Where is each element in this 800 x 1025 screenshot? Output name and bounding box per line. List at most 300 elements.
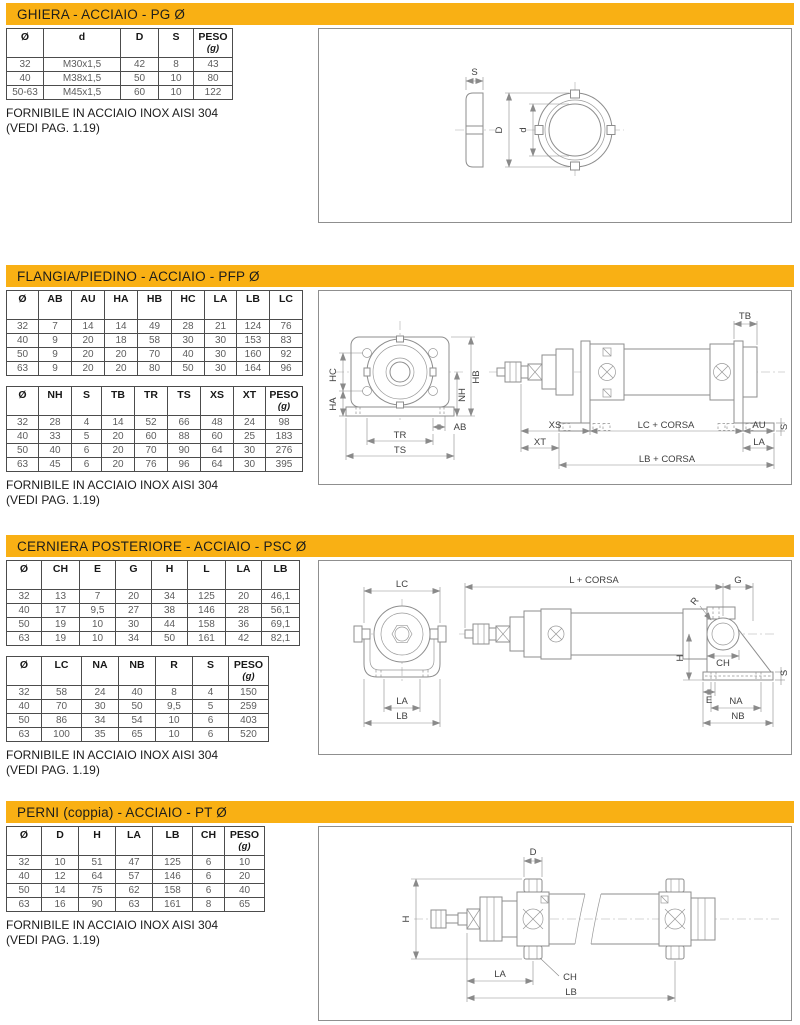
dim-label-s: S (471, 67, 478, 78)
dim-label-la: LA (494, 969, 506, 980)
dim-label-ch: CH (716, 658, 730, 669)
material-note (6, 918, 316, 948)
table-cell: 42 (226, 632, 262, 646)
table-cell: 60 (135, 430, 168, 444)
dim-label-ab: AB (453, 422, 467, 433)
technical-drawing-box (318, 290, 792, 485)
dim-label-lc-corsa: LC + CORSA (637, 420, 695, 431)
dim-label-lc: LC (395, 579, 409, 590)
table-row (7, 86, 233, 100)
spec-table (6, 290, 303, 376)
table-cell: 92 (270, 348, 303, 362)
material-note-line2: (VEDI PAG. 1.19) (6, 763, 100, 777)
table-cell: 158 (153, 884, 193, 898)
table-cell: 80 (138, 362, 172, 376)
material-note-line1: FORNIBILE IN ACCIAIO INOX AISI 304 (6, 918, 219, 932)
table-cell: 9,5 (80, 604, 116, 618)
unit-note: (g) (277, 401, 291, 412)
table-row (7, 700, 269, 714)
table-cell: 70 (42, 700, 82, 714)
table-cell: 100 (42, 728, 82, 742)
table-cell: 32 (7, 686, 42, 700)
table-cell: M38x1,5 (44, 72, 121, 86)
table-cell: 60 (201, 430, 234, 444)
table-cell: 30 (205, 348, 237, 362)
material-note (6, 478, 316, 508)
dim-label-h: H (401, 915, 412, 923)
table-cell: 58 (138, 334, 172, 348)
column-header: Ø (7, 827, 42, 856)
table-cell: 20 (72, 334, 105, 348)
column-header: R (156, 657, 193, 686)
section-flangia-piedino (0, 265, 800, 533)
table-cell: 6 (193, 728, 229, 742)
table-cell: 125 (188, 590, 226, 604)
unit-note: (g) (238, 841, 251, 852)
table-row (7, 58, 233, 72)
dim-label-lb-corsa: LB + CORSA (638, 454, 696, 465)
column-header: CH (193, 827, 225, 856)
dim-label-d: D (529, 847, 537, 858)
table-cell: 12 (42, 870, 79, 884)
table-cell: 20 (116, 590, 152, 604)
table-cell: 6 (193, 870, 225, 884)
table-cell: 146 (153, 870, 193, 884)
table-cell: 28 (39, 416, 72, 430)
table-cell: 40 (119, 686, 156, 700)
column-header: Ø (7, 387, 39, 416)
table-cell: 50 (7, 444, 39, 458)
column-header: HC (172, 291, 205, 320)
table-cell: 40 (7, 870, 42, 884)
table-row (7, 632, 300, 646)
table-cell: 40 (7, 72, 44, 86)
table-row (7, 618, 300, 632)
table-cell: 80 (194, 72, 233, 86)
flangia-drawing (319, 291, 791, 484)
table-cell: 183 (266, 430, 303, 444)
table-cell: 40 (7, 334, 39, 348)
section-left-column (6, 28, 316, 136)
table-cell: 10 (225, 856, 265, 870)
dim-label-l-corsa: L + CORSA (569, 575, 619, 586)
unit-note: (g) (242, 671, 255, 682)
table-cell: 63 (7, 458, 39, 472)
table-row (7, 458, 303, 472)
table-cell: 27 (116, 604, 152, 618)
dim-label-xs: XS (548, 420, 562, 431)
technical-drawing-box (318, 560, 792, 755)
table-cell: 58 (42, 686, 82, 700)
table-cell: 124 (237, 320, 270, 334)
ghiera-drawing (319, 29, 791, 222)
table-cell: 50 (119, 700, 156, 714)
table-cell: 54 (119, 714, 156, 728)
table-row (7, 348, 303, 362)
table-row (7, 334, 303, 348)
table-cell: 70 (138, 348, 172, 362)
dim-label-na: NA (729, 696, 743, 707)
table-row (7, 320, 303, 334)
clevis-front-view (354, 599, 446, 683)
table-cell: 19 (42, 632, 80, 646)
section-left-column (6, 826, 316, 948)
table-cell: 64 (201, 444, 234, 458)
ring-nut-front-view (526, 82, 624, 178)
table-cell: 8 (193, 898, 225, 912)
spec-table (6, 560, 300, 646)
table-row (7, 856, 265, 870)
table-cell: 33 (39, 430, 72, 444)
table-cell: 14 (105, 320, 138, 334)
table-cell: 9 (39, 348, 72, 362)
table-cell: 32 (7, 320, 39, 334)
column-header: S (193, 657, 229, 686)
dim-label-la: LA (753, 437, 765, 448)
table-cell: 38 (152, 604, 188, 618)
table-cell: 10 (159, 72, 194, 86)
table-cell: 50 (7, 348, 39, 362)
table-row (7, 72, 233, 86)
column-header: LC (270, 291, 303, 320)
dim-label-e: E (705, 695, 713, 706)
table-cell: 50-63 (7, 86, 44, 100)
table-row (7, 870, 265, 884)
table-cell: 90 (168, 444, 201, 458)
column-header: D (42, 827, 79, 856)
table-cell: 32 (7, 590, 42, 604)
table-cell: 5 (193, 700, 229, 714)
table-cell: 9 (39, 362, 72, 376)
table-cell: 30 (234, 444, 266, 458)
table-cell: 34 (152, 590, 188, 604)
column-header: NH (39, 387, 72, 416)
table-cell: 50 (121, 72, 159, 86)
cylinder-trunnion-side-view (414, 879, 779, 959)
table-cell: 40 (7, 700, 42, 714)
table-cell: 44 (152, 618, 188, 632)
table-cell: 6 (193, 884, 225, 898)
column-header: Ø (7, 657, 42, 686)
table-cell: 10 (42, 856, 79, 870)
table-cell: 86 (42, 714, 82, 728)
table-cell: 65 (225, 898, 265, 912)
table-cell: 30 (82, 700, 119, 714)
column-header: S (159, 29, 194, 58)
dim-label-xt: XT (533, 437, 547, 448)
table-cell: 83 (270, 334, 303, 348)
table-cell: 40 (225, 884, 265, 898)
material-note-line1: FORNIBILE IN ACCIAIO INOX AISI 304 (6, 748, 219, 762)
table-cell: 403 (229, 714, 269, 728)
table-cell: 63 (7, 728, 42, 742)
table-cell: 10 (156, 728, 193, 742)
table-cell: 5 (72, 430, 102, 444)
table-cell: 63 (7, 362, 39, 376)
material-note-line1: FORNIBILE IN ACCIAIO INOX AISI 304 (6, 106, 219, 120)
column-header: d (44, 29, 121, 58)
table-cell: 42 (121, 58, 159, 72)
table-cell: 153 (237, 334, 270, 348)
column-header: AB (39, 291, 72, 320)
column-header: TB (102, 387, 135, 416)
column-header: H (152, 561, 188, 590)
table-row (7, 884, 265, 898)
table-cell: 30 (205, 334, 237, 348)
cylinder-side-view (489, 341, 785, 431)
table-cell: 9 (39, 334, 72, 348)
spec-table (6, 28, 233, 100)
table-cell: 40 (39, 444, 72, 458)
table-cell: 8 (156, 686, 193, 700)
ring-nut-side-view (455, 93, 495, 167)
table-row (7, 604, 300, 618)
table-cell: 20 (105, 362, 138, 376)
dim-label-la: LA (396, 696, 408, 707)
dim-label-ha: HA (328, 397, 339, 411)
table-cell: 20 (225, 870, 265, 884)
column-header: AU (72, 291, 105, 320)
table-cell: 34 (116, 632, 152, 646)
table-cell: 16 (42, 898, 79, 912)
column-header: XS (201, 387, 234, 416)
table-cell: 35 (82, 728, 119, 742)
table-cell: 25 (234, 430, 266, 444)
table-cell: 51 (79, 856, 116, 870)
table-cell: 17 (42, 604, 80, 618)
table-cell: 20 (72, 362, 105, 376)
table-cell: 259 (229, 700, 269, 714)
column-header: H (79, 827, 116, 856)
column-header: PESO (g) (229, 657, 269, 686)
dim-label-hc: HC (328, 368, 339, 382)
column-header: G (116, 561, 152, 590)
table-cell: 63 (116, 898, 153, 912)
column-header: Ø (7, 29, 44, 58)
dim-label-g: G (734, 575, 742, 586)
column-header: HA (105, 291, 138, 320)
table-cell: 24 (234, 416, 266, 430)
spec-table (6, 656, 269, 742)
table-cell: 32 (7, 58, 44, 72)
table-cell: 6 (72, 444, 102, 458)
table-cell: 46,1 (262, 590, 300, 604)
column-header: TR (135, 387, 168, 416)
table-cell: 48 (201, 416, 234, 430)
table-cell: 20 (102, 430, 135, 444)
table-cell: 520 (229, 728, 269, 742)
table-cell: 88 (168, 430, 201, 444)
column-header: HB (138, 291, 172, 320)
section-title-bar (6, 801, 794, 823)
table-row (7, 728, 269, 742)
perni-drawing (319, 827, 791, 1020)
technical-drawing-box (318, 28, 792, 223)
table-cell: 18 (105, 334, 138, 348)
table-cell: 30 (116, 618, 152, 632)
section-title: CERNIERA POSTERIORE - ACCIAIO - PSC Ø (17, 538, 307, 554)
table-cell: 82,1 (262, 632, 300, 646)
table-cell: 70 (135, 444, 168, 458)
table-cell: 32 (7, 416, 39, 430)
column-header: LB (237, 291, 270, 320)
table-cell: 161 (188, 632, 226, 646)
table-cell: 125 (153, 856, 193, 870)
table-cell: 56,1 (262, 604, 300, 618)
flange-front-view (335, 321, 465, 423)
table-cell: 164 (237, 362, 270, 376)
table-cell: 69,1 (262, 618, 300, 632)
table-cell: 98 (266, 416, 303, 430)
table-cell: 50 (7, 714, 42, 728)
dim-label-h: H (675, 654, 686, 662)
table-cell: 49 (138, 320, 172, 334)
table-cell: 10 (80, 618, 116, 632)
table-cell: 65 (119, 728, 156, 742)
table-cell: 4 (72, 416, 102, 430)
table-cell: 4 (193, 686, 229, 700)
table-cell: 40 (7, 430, 39, 444)
table-cell: 63 (7, 898, 42, 912)
dim-label-lb: LB (396, 711, 408, 722)
table-cell: 6 (193, 714, 229, 728)
table-cell: 64 (79, 870, 116, 884)
table-cell: 62 (116, 884, 153, 898)
table-cell: 160 (237, 348, 270, 362)
table-cell: 32 (7, 856, 42, 870)
table-cell: 161 (153, 898, 193, 912)
dim-label-nb: NB (731, 711, 745, 722)
column-header: NB (119, 657, 156, 686)
column-header: L (188, 561, 226, 590)
table-cell: M45x1,5 (44, 86, 121, 100)
table-cell: 43 (194, 58, 233, 72)
table-cell: 6 (72, 458, 102, 472)
table-cell: 76 (135, 458, 168, 472)
table-cell: 47 (116, 856, 153, 870)
column-header: PESO (g) (225, 827, 265, 856)
column-header: Ø (7, 561, 42, 590)
table-cell: 20 (72, 348, 105, 362)
technical-drawing-box (318, 826, 792, 1021)
section-title-bar (6, 535, 794, 557)
table-cell: 50 (7, 884, 42, 898)
cerniera-drawing (319, 561, 791, 754)
dim-label-tr: TR (393, 430, 407, 441)
table-cell: 24 (82, 686, 119, 700)
section-ghiera (0, 3, 800, 263)
unit-note: (g) (206, 43, 220, 54)
section-left-column (6, 560, 316, 778)
table-row (7, 590, 300, 604)
material-note-line2: (VEDI PAG. 1.19) (6, 121, 100, 135)
dim-label-r: R (688, 595, 702, 608)
material-note (6, 748, 316, 778)
column-header: LA (205, 291, 237, 320)
table-row (7, 444, 303, 458)
table-cell: 20 (102, 458, 135, 472)
column-header: PESO (g) (194, 29, 233, 58)
table-row (7, 714, 269, 728)
table-cell: 20 (105, 348, 138, 362)
table-cell: 7 (39, 320, 72, 334)
table-cell: 21 (205, 320, 237, 334)
section-cerniera-posteriore (0, 535, 800, 801)
material-note-line2: (VEDI PAG. 1.19) (6, 933, 100, 947)
material-note-line1: FORNIBILE IN ACCIAIO INOX AISI 304 (6, 478, 219, 492)
dim-label-s: S (779, 423, 790, 431)
table-cell: 30 (205, 362, 237, 376)
table-cell: 7 (80, 590, 116, 604)
table-cell: 96 (168, 458, 201, 472)
material-note-line2: (VEDI PAG. 1.19) (6, 493, 100, 507)
table-cell: 90 (79, 898, 116, 912)
table-cell: 30 (234, 458, 266, 472)
table-cell: 122 (194, 86, 233, 100)
spec-table (6, 826, 265, 912)
table-cell: 8 (159, 58, 194, 72)
material-note (6, 106, 316, 136)
table-cell: 64 (201, 458, 234, 472)
table-cell: 14 (72, 320, 105, 334)
dim-label-au: AU (752, 420, 766, 431)
table-cell: 10 (156, 714, 193, 728)
table-cell: 96 (270, 362, 303, 376)
table-cell: 36 (226, 618, 262, 632)
section-left-column (6, 290, 316, 508)
table-cell: 276 (266, 444, 303, 458)
table-row (7, 686, 269, 700)
dim-label-small-d: d (518, 127, 529, 133)
table-row (7, 898, 265, 912)
table-cell: 28 (226, 604, 262, 618)
column-header: D (121, 29, 159, 58)
section-title-bar (6, 3, 794, 25)
table-cell: 13 (42, 590, 80, 604)
table-row (7, 416, 303, 430)
column-header: E (80, 561, 116, 590)
table-cell: 63 (7, 632, 42, 646)
column-header: NA (82, 657, 119, 686)
table-cell: 14 (42, 884, 79, 898)
table-cell: 146 (188, 604, 226, 618)
table-cell: 14 (102, 416, 135, 430)
table-cell: 20 (226, 590, 262, 604)
section-title-bar (6, 265, 794, 287)
table-cell: 6 (193, 856, 225, 870)
table-cell: 50 (7, 618, 42, 632)
column-header: CH (42, 561, 80, 590)
table-cell: 45 (39, 458, 72, 472)
table-cell: 75 (79, 884, 116, 898)
table-cell: 19 (42, 618, 80, 632)
column-header: LA (226, 561, 262, 590)
table-cell: 9,5 (156, 700, 193, 714)
column-header: LB (153, 827, 193, 856)
table-cell: 30 (172, 334, 205, 348)
column-header: LC (42, 657, 82, 686)
table-cell: 395 (266, 458, 303, 472)
column-header: LB (262, 561, 300, 590)
column-header: TS (168, 387, 201, 416)
dim-label-big-d: D (494, 126, 505, 134)
dim-label-nh: NH (457, 388, 468, 402)
dim-label-tb: TB (738, 311, 752, 322)
column-header: S (72, 387, 102, 416)
table-cell: 52 (135, 416, 168, 430)
dim-label-ch: CH (563, 972, 577, 983)
table-cell: 50 (152, 632, 188, 646)
